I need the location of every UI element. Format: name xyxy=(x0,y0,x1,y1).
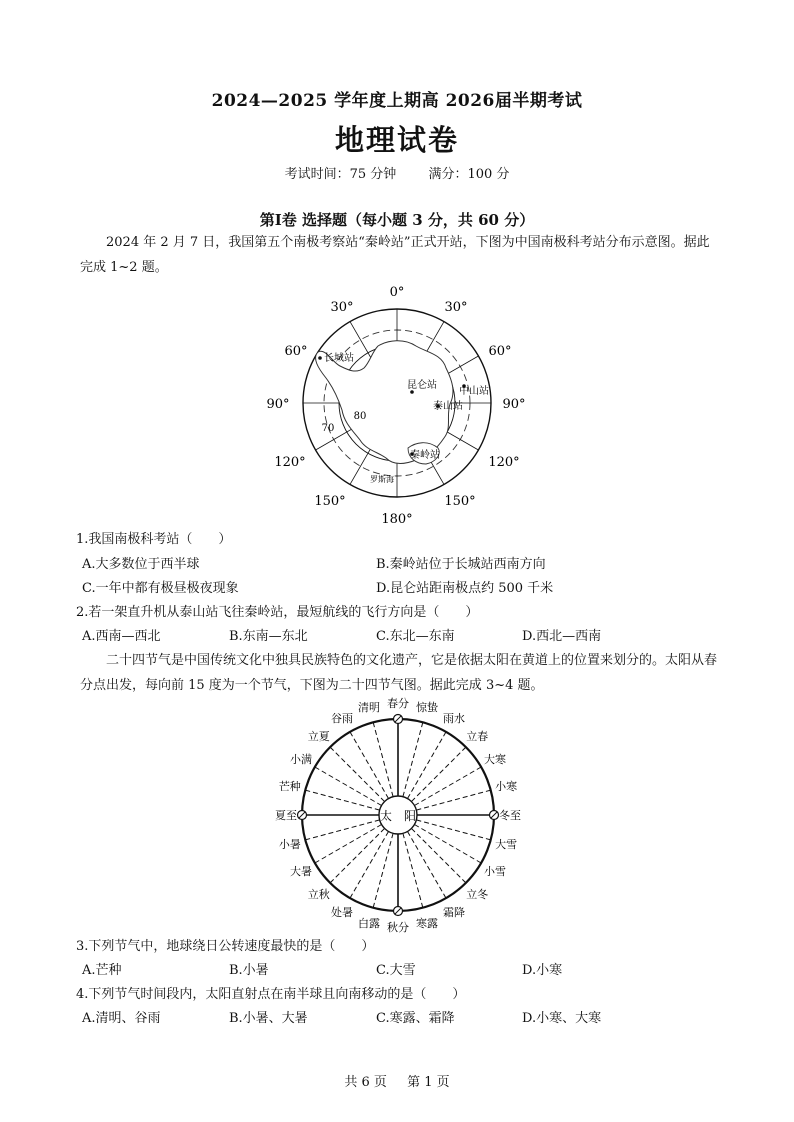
exam-meta xyxy=(0,163,794,182)
solar-term-label: 谷雨 xyxy=(331,712,353,726)
longitude-label: 60° xyxy=(284,344,308,359)
question-1-option-d[interactable]: D.昆仑站距南极点约 500 千米 xyxy=(376,581,554,596)
longitude-label: 120° xyxy=(488,455,520,470)
intro-paragraph-2: 二十四节气是中国传统文化中独具民族特色的文化遗产，它是依据太阳在黄道上的位置来划分的。太阳从春分点出发，每向前 15 度为一个节气，下图为二十四节气图。据此完成 3~4 题。 xyxy=(80,653,718,693)
solar-term-label: 立秋 xyxy=(307,888,330,902)
station-label: 秦岭站 xyxy=(410,450,440,461)
station-dot xyxy=(318,356,322,360)
solar-term-dashed-line xyxy=(408,831,447,898)
solar-term-label: 惊蛰 xyxy=(415,700,438,714)
solar-term-label: 大雪 xyxy=(495,837,518,851)
solar-term-dashed-line xyxy=(403,722,423,796)
solar-term-dashed-line xyxy=(305,820,379,840)
solar-term-label: 秋分 xyxy=(387,921,409,934)
longitude-label: 150° xyxy=(444,494,476,509)
current-page: 第 1 页 xyxy=(407,1075,450,1090)
solar-terms-diagram xyxy=(262,694,534,934)
question-3: 3.下列节气中，地球绕日公转速度最快的是（ ） xyxy=(76,939,375,954)
question-1: 1.我国南极科考站（ ） xyxy=(76,532,232,547)
solar-term-dashed-line xyxy=(411,828,465,882)
solar-term-dashed-line xyxy=(305,790,379,810)
question-1-option-a[interactable]: A.大多数位于西半球 xyxy=(82,557,200,572)
station-label: 泰山站 xyxy=(433,401,463,412)
solar-term-label: 春分 xyxy=(387,697,409,710)
sun-label: 太 阳 xyxy=(379,809,417,823)
question-3-option-c[interactable]: C.大雪 xyxy=(376,963,416,978)
solar-term-label: 寒露 xyxy=(415,917,438,931)
longitude-label: 0° xyxy=(389,285,405,300)
solar-term-dashed-line xyxy=(416,790,490,810)
station-label: 昆仑站 xyxy=(407,380,437,391)
solar-term-label: 夏至 xyxy=(275,809,297,822)
question-2-option-b[interactable]: B.东南—东北 xyxy=(229,629,308,644)
question-3-option-a[interactable]: A.芒种 xyxy=(82,963,122,978)
section-title: 第Ⅰ卷 选择题（每小题 3 分，共 60 分） xyxy=(259,211,535,229)
solar-term-label: 立春 xyxy=(466,729,489,743)
solar-term-label: 小满 xyxy=(290,753,313,766)
question-3-option-b[interactable]: B.小暑 xyxy=(229,963,269,978)
latitude-label: 80 xyxy=(353,411,367,422)
exam-title: 2024—2025 学年度上期高 2026届半期考试 xyxy=(211,91,583,111)
subject-title: 地理试卷 xyxy=(334,123,459,157)
station-label: 中山站 xyxy=(459,386,489,397)
question-4-option-d[interactable]: D.小寒、大寒 xyxy=(522,1011,602,1026)
solar-term-dashed-line xyxy=(414,825,481,864)
longitude-label: 90° xyxy=(502,397,526,412)
page-footer xyxy=(0,1071,794,1090)
longitude-label: 30° xyxy=(330,300,354,315)
solar-term-label: 冬至 xyxy=(499,809,521,822)
exam-time: 考试时间：75 分钟 xyxy=(284,167,397,182)
solar-term-label: 小暑 xyxy=(278,837,301,851)
solar-term-dashed-line xyxy=(350,732,389,799)
longitude-label: 60° xyxy=(488,344,512,359)
intro-paragraph-1: 2024 年 2 月 7 日，我国第五个南极考察站“秦岭站”正式开站，下图为中国南极科考站分布示意图。据此完成 1~2 题。 xyxy=(80,235,710,275)
solar-term-label: 小雪 xyxy=(483,865,506,878)
question-4-option-c[interactable]: C.寒露、霜降 xyxy=(376,1011,455,1026)
longitude-label: 120° xyxy=(274,455,306,470)
question-2-option-c[interactable]: C.东北—东南 xyxy=(376,629,455,644)
solar-term-dashed-line xyxy=(414,767,481,806)
total-pages: 共 6 页 xyxy=(344,1075,387,1090)
longitude-label: 150° xyxy=(314,494,346,509)
longitude-label: 30° xyxy=(444,300,468,315)
question-4-option-b[interactable]: B.小暑、大暑 xyxy=(229,1011,308,1026)
solar-term-label: 大暑 xyxy=(290,865,313,878)
solar-term-dashed-line xyxy=(411,747,465,801)
question-2-option-d[interactable]: D.西北—西南 xyxy=(522,629,602,644)
solar-term-label: 雨水 xyxy=(443,712,465,726)
solar-term-label: 清明 xyxy=(358,700,381,714)
question-2-option-a[interactable]: A.西南—西北 xyxy=(82,629,161,644)
longitude-label: 180° xyxy=(381,512,413,527)
solar-term-dashed-line xyxy=(416,820,490,840)
solar-term-label: 白露 xyxy=(358,917,381,931)
solar-term-dashed-line xyxy=(373,722,393,796)
ross-sea-label: 罗斯海 xyxy=(370,475,394,484)
solar-term-dashed-line xyxy=(403,833,423,907)
solar-term-label: 小寒 xyxy=(495,780,518,794)
question-1-option-b[interactable]: B.秦岭站位于长城站西南方向 xyxy=(376,557,546,572)
solar-term-dashed-line xyxy=(315,767,382,806)
solar-term-label: 大寒 xyxy=(483,753,506,766)
solar-term-dashed-line xyxy=(408,732,447,799)
solar-term-label: 霜降 xyxy=(443,905,465,919)
question-3-option-d[interactable]: D.小寒 xyxy=(522,963,563,978)
question-4-option-a[interactable]: A.清明、谷雨 xyxy=(82,1011,161,1026)
solar-term-label: 处暑 xyxy=(331,905,353,919)
full-score: 满分：100 分 xyxy=(428,167,510,182)
solar-term-dashed-line xyxy=(373,833,393,907)
solar-term-dashed-line xyxy=(330,747,384,801)
solar-term-label: 立夏 xyxy=(307,729,330,743)
solar-term-label: 芒种 xyxy=(278,780,301,794)
longitude-label: 90° xyxy=(266,397,290,412)
solar-term-dashed-line xyxy=(330,828,384,882)
question-4: 4.下列节气时间段内，太阳直射点在南半球且向南移动的是（ ） xyxy=(76,987,466,1002)
question-1-option-c[interactable]: C.一年中都有极昼极夜现象 xyxy=(82,581,239,596)
solar-term-dashed-line xyxy=(315,825,382,864)
antarctic-station-map xyxy=(260,282,540,530)
solar-term-dashed-line xyxy=(350,831,389,898)
latitude-label: 70 xyxy=(321,423,335,434)
station-label: 长城站 xyxy=(324,353,354,364)
question-2: 2.若一架直升机从泰山站飞往秦岭站，最短航线的飞行方向是（ ） xyxy=(76,605,479,620)
solar-term-label: 立冬 xyxy=(466,888,489,902)
